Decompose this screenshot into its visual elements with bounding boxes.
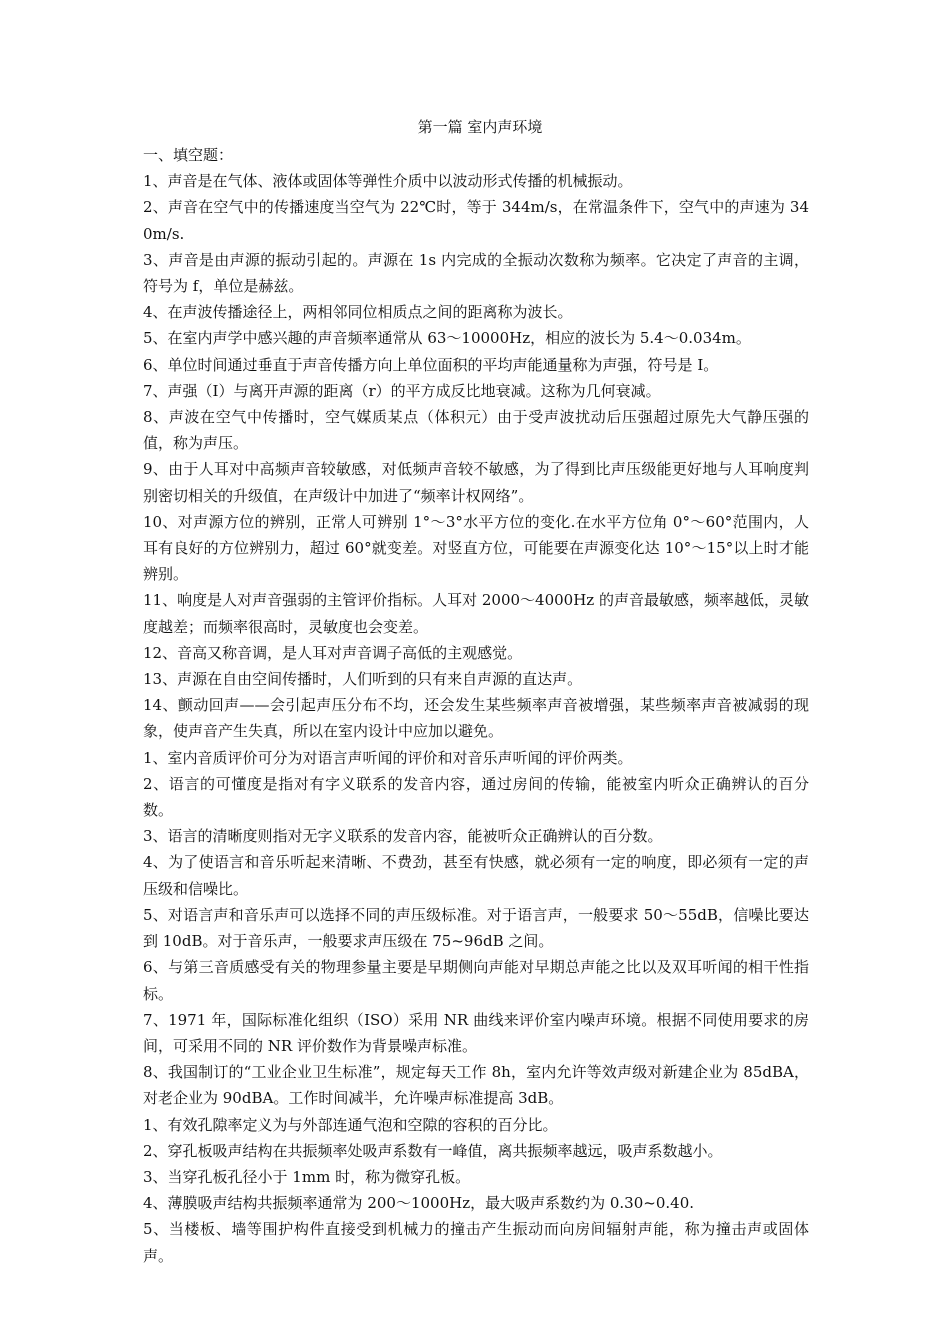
section-heading: 一、填空题： — [143, 146, 234, 164]
paragraph: 2、语言的可懂度是指对有字义联系的发音内容，通过房间的传输，能被室内听众正确辨认的百分数。 — [143, 774, 809, 820]
paragraph: 13、声源在自由空间传播时，人们听到的只有来自声源的直达声。 — [143, 670, 583, 689]
paragraph: 3、语言的清晰度则指对无字义联系的发音内容，能被听众正确辨认的百分数。 — [143, 827, 663, 846]
paragraph: 1、有效孔隙率定义为与外部连通气泡和空隙的容积的百分比。 — [143, 1115, 558, 1134]
paragraph: 3、当穿孔板孔径小于 1mm 时，称为微穿孔板。 — [143, 1167, 471, 1186]
paragraph: 1、室内音质评价可分为对语言声听闻的评价和对音乐声听闻的评价两类。 — [143, 748, 633, 767]
paragraph: 4、为了使语言和音乐听起来清晰、不费劲，甚至有快感，就必须有一定的响度，即必须有一定的声压级和信噪比。 — [143, 853, 809, 898]
paragraph: 6、与第三音质感受有关的物理参量主要是早期侧向声能对早期总声能之比以及双耳听闻的相干性指标。 — [143, 958, 809, 1003]
paragraph: 9、由于人耳对中高频声音较敏感，对低频声音较不敏感，为了得到比声压级能更好地与人耳响度判别密切相关的升级值，在声级计中加进了“频率计权网络”。 — [143, 460, 809, 505]
paragraph: 5、在室内声学中感兴趣的声音频率通常从 63～10000Hz，相应的波长为 5.4～0.034m。 — [143, 329, 751, 348]
paragraph: 7、声强（I）与离开声源的距离（r）的平方成反比地衰减。这称为几何衰减。 — [143, 381, 661, 400]
paragraph: 10、对声源方位的辨别，正常人可辨别 1°～3°水平方位的变化.在水平方位角 0°～60°范围内，人耳有良好的方位辨别力，超过 60°就变差。对竖直方位，可能要在声源变化达 10°～15°以上时才能辨别。 — [143, 512, 809, 584]
paragraph: 8、我国制订的“工业企业卫生标准”，规定每天工作 8h，室内允许等效声级对新建企业为 85dBA，对老企业为 90dBA。工作时间减半，允许噪声标准提高 3dB。 — [143, 1063, 809, 1108]
paragraph: 14、颤动回声——会引起声压分布不均，还会发生某些频率声音被增强，某些频率声音被减弱的现象，使声音产生失真，所以在室内设计中应加以避免。 — [143, 696, 809, 741]
page-title: 第一篇 室内声环境 — [417, 118, 543, 136]
paragraph: 5、当楼板、墙等围护构件直接受到机械力的撞击产生振动而向房间辐射声能，称为撞击声或固体声。 — [143, 1220, 809, 1265]
paragraph: 4、在声波传播途径上，两相邻同位相质点之间的距离称为波长。 — [143, 303, 573, 322]
paragraph: 6、单位时间通过垂直于声音传播方向上单位面积的平均声能通量称为声强，符号是 I。 — [143, 355, 719, 374]
paragraph: 4、薄膜吸声结构共振频率通常为 200～1000Hz，最大吸声系数约为 0.30~0.40. — [143, 1194, 695, 1213]
paragraph: 3、声音是由声源的振动引起的。声源在 1s 内完成的全振动次数称为频率。它决定了声音的主调，符号为 f，单位是赫兹。 — [143, 250, 809, 296]
document-page — [143, 113, 809, 1269]
paragraph: 7、1971 年，国际标准化组织（ISO）采用 NR 曲线来评价室内噪声环境。根据不同使用要求的房间，可采用不同的 NR 评价数作为背景噪声标准。 — [143, 1010, 809, 1055]
paragraph: 12、音高又称音调，是人耳对声音调子高低的主观感觉。 — [143, 643, 523, 662]
paragraph: 8、声波在空气中传播时，空气媒质某点（体积元）由于受声波扰动后压强超过原先大气静压强的值，称为声压。 — [143, 408, 809, 453]
paragraph: 2、穿孔板吸声结构在共振频率处吸声系数有一峰值，离共振频率越远，吸声系数越小。 — [143, 1141, 723, 1160]
paragraph: 1、声音是在气体、液体或固体等弹性介质中以波动形式传播的机械振动。 — [143, 172, 633, 191]
paragraph: 11、响度是人对声音强弱的主管评价指标。人耳对 2000～4000Hz 的声音最敏感，频率越低，灵敏度越差；而频率很高时，灵敏度也会变差。 — [143, 591, 809, 636]
paragraph-list — [143, 168, 809, 1269]
paragraph: 5、对语言声和音乐声可以选择不同的声压级标准。对于语言声，一般要求 50～55dB，信噪比要达到 10dB。对于音乐声，一般要求声压级在 75~96dB 之间。 — [143, 905, 809, 951]
paragraph: 2、声音在空气中的传播速度当空气为 22℃时，等于 344m/s，在常温条件下，空气中的声速为 340m/s. — [143, 198, 809, 243]
